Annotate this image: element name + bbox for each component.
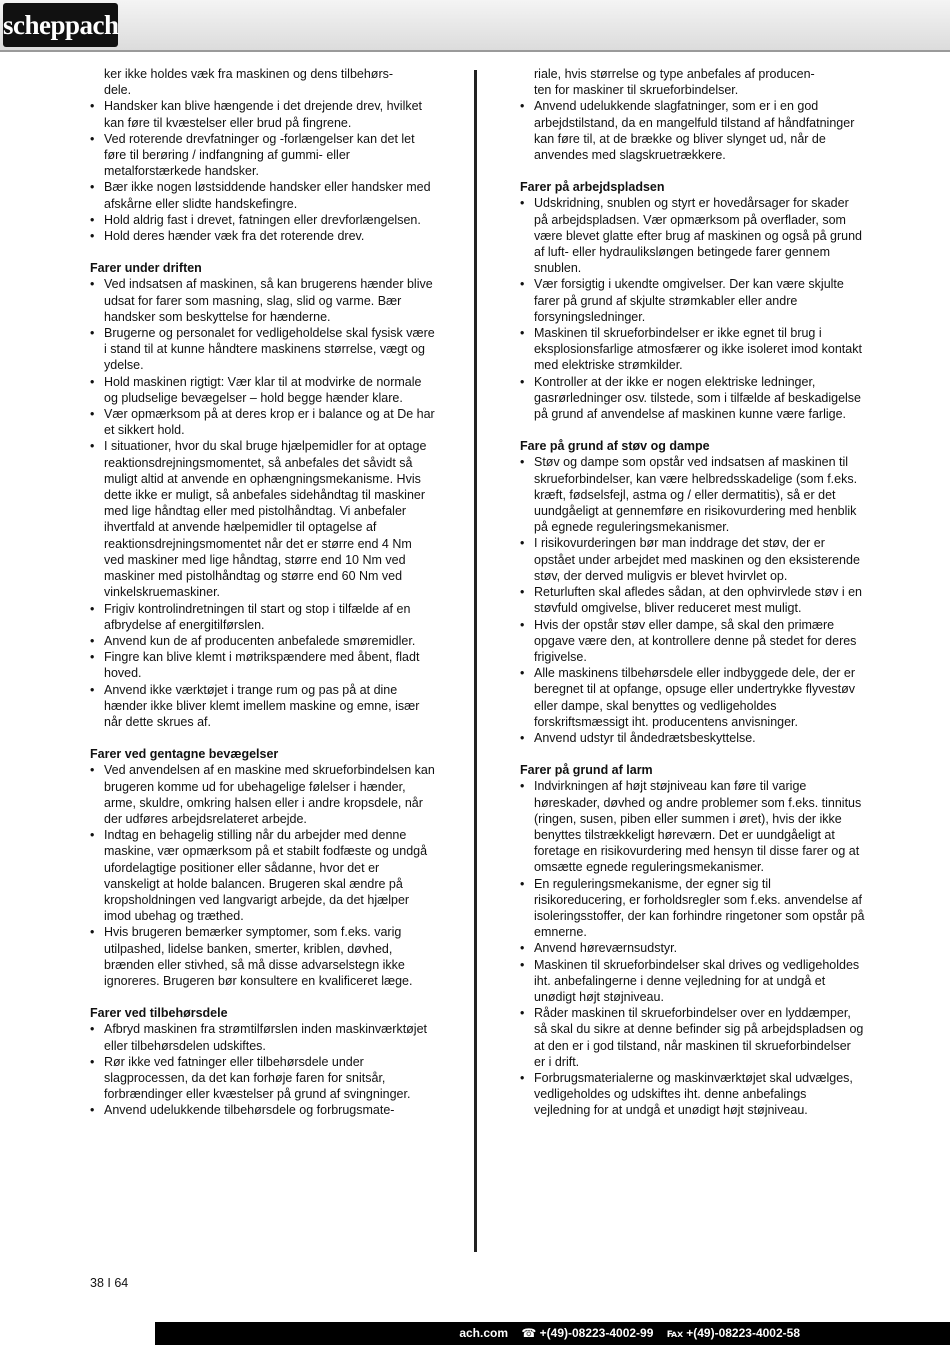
list-item: • Anvend kun de af producenten anbefalede smøremidler.	[90, 633, 435, 649]
footer-contacts	[449, 1322, 800, 1345]
list-item: • Ved indsatsen af maskinen, så kan brugerens hænder blive udsat for farer som masning, slag, slid og varme. Bær handsker som beskyttelse for hænderne.	[90, 276, 435, 325]
fax-number: ℻ +(49)-08223-4002-58	[666, 1326, 800, 1340]
list-item: • Ved anvendelsen af en maskine med skrueforbindelsen kan brugeren komme ud for ubehagelige følelser i hænder, arme, skuldre, omkring halsen eller i andre kropsdele, når der udføres arbejdsrelateret arbejde.	[90, 762, 435, 827]
continued-text: ker ikke holdes væk fra maskinen og dens tilbehørs- dele.	[104, 67, 394, 98]
list-item: • Indvirkningen af højt støjniveau kan føre til varige høreskader, døvhed og andre problemer som f.eks. tinnitus (ringen, susen, piben eller summen i øret), hvis der ikke benyttes tilstrækkeligt høreværn. Det er uundgåeligt at foretage en risikovurdering med hensyn til disse farer og at omsætte egnede reguleringsmekanismer.	[520, 778, 865, 875]
list-item: • I risikovurderingen bør man inddrage det støv, der er opstået under arbejdet med maskinen og den eksisterende støv, der derved muligvis er blevet hvirvlet op.	[520, 535, 865, 584]
list-item: • Anvend ikke værktøjet i trange rum og pas på at dine hænder ikke bliver klemt imellem maskine og emne, især når dette skrues af.	[90, 682, 435, 731]
section-heading: Farer på arbejdspladsen	[520, 180, 665, 195]
page-footer	[0, 1322, 950, 1345]
right-column	[520, 66, 865, 1119]
section-list	[90, 762, 435, 989]
list-item: • En reguleringsmekanisme, der egner sig til risikoreducering, er forholdsregler som f.eks. anvendelse af isoleringsstoffer, der kan forhindre ringetoner som opstår på emnerne.	[520, 876, 865, 941]
list-item: • Alle maskinens tilbehørsdele eller indbyggede dele, der er beregnet til at opfange, opsuge eller undertrykke flyvestøv eller dampe, skal benyttes og vedligeholdes forskriftsmæssigt iht. producentens anvisninger.	[520, 665, 865, 730]
section-list	[90, 1021, 435, 1118]
list-item: • Anvend udelukkende tilbehørsdele og forbrugsmate-	[90, 1102, 435, 1118]
list-item: • Maskinen til skrueforbindelser skal drives og vedligeholdes iht. anbefalingerne i denne vejledning for at undgå et unødigt højt støjniveau.	[520, 957, 865, 1006]
section-heading: Farer ved gentagne bevægelser	[90, 747, 279, 762]
section-heading: Fare på grund af støv og dampe	[520, 439, 710, 454]
list-item: • Udskridning, snublen og styrt er hovedårsager for skader på arbejdspladsen. Vær opmærksom på overflader, som være blevet glatte efter brug af maskinen og også på grund af luft- eller hydrauliksløngen betingede farer gennem snublen.	[520, 195, 865, 276]
list-item: • Forbrugsmaterialerne og maskinværktøjet skal udvælges, vedligeholdes og udskiftes iht. denne anbefalings vejledning for at undgå et unødigt højt støjniveau.	[520, 1070, 865, 1119]
list-item: • Vær opmærksom på at deres krop er i balance og at De har et sikkert hold.	[90, 406, 435, 438]
column-divider	[474, 70, 477, 1252]
page-header	[0, 0, 950, 52]
continued-text: riale, hvis størrelse og type anbefales af producen- ten for maskiner til skrueforbindelser.	[534, 67, 815, 98]
list-item: • Vær forsigtig i ukendte omgivelser. Der kan være skjulte farer på grund af skjulte strømkabler eller andre forsyningsledninger.	[520, 276, 865, 325]
section-list	[520, 195, 865, 422]
list-item: • Bær ikke nogen løstsiddende handsker eller handsker med afskårne eller slidte handskefingre.	[90, 179, 435, 211]
list-item: • I situationer, hvor du skal bruge hjælpemidler for at optage reaktionsdrejningsmomentet, så anbefales det såvidt så muligt altid at anvende en ophængningsmekanisme. Hvis dette ikke er muligt, så anbefales sidehåndtag til maskiner med lige håndtag eller med pistolhåndtag. Vi anbefaler ihvertfald at anvende hælpemidler til optagelse af reaktionsdrejningsmomentet når det er større end 4 Nm ved maskiner med lige håndtag, større end 10 Nm ved maskiner med pistolhåndtag og større end 60 Nm ved vinkelskruemaskiner.	[90, 438, 435, 600]
list-item: • Returluften skal afledes sådan, at den ophvirvlede støv i en støvfuld omgivelse, bliver reduceret mest muligt.	[520, 584, 865, 616]
list-item: • Anvend høreværnsudstyr.	[520, 940, 865, 956]
list-item: • Frigiv kontrolindretningen til start og stop i tilfælde af en afbrydelse af energitilførslen.	[90, 601, 435, 633]
list-item: • Maskinen til skrueforbindelser er ikke egnet til brug i eksplosionsfarlige atmosfærer og ikke isoleret imod kontakt med elektriske strømkilder.	[520, 325, 865, 374]
list-item: • Anvend udelukkende slagfatninger, som er i en god arbejdstilstand, da en mangelfuld tilstand af håndfatninger kan føre til, at de brække og bliver slynget ud, når de anvendes med slagskruetrækkere.	[520, 98, 865, 163]
list-item: • Rør ikke ved fatninger eller tilbehørsdele under slagprocessen, da det kan forhøje faren for snitsår, forbrændinger eller kvæstelser på grund af svingninger.	[90, 1054, 435, 1103]
list-item: • Hold aldrig fast i drevet, fatningen eller drevforlængelsen.	[90, 212, 435, 228]
phone-number: ☎ +(49)-08223-4002-99	[521, 1326, 654, 1340]
list-item: • Hvis der opstår støv eller dampe, så skal den primære opgave være den, at kontrollere denne på stedet for deres frigivelse.	[520, 617, 865, 666]
list-item: • Indtag en behagelig stilling når du arbejder med denne maskine, vær opmærksom på et stabilt fodfæste og undgå ufordelagtige positioner eller sådanne, hvor det er vanskeligt at holde balancen. Brugeren skal ændre på kropsholdningen ved langvarigt arbejde, da det hjælper imod ubehag og træthed.	[90, 827, 435, 924]
page-number: 38 I 64	[90, 1276, 129, 1290]
list-item: • Fingre kan blive klemt i møtrikspændere med åbent, fladt hoved.	[90, 649, 435, 681]
list-item: • Anvend udstyr til åndedrætsbeskyttelse.	[520, 730, 865, 746]
list-item: • Brugerne og personalet for vedligeholdelse skal fysisk være i stand til at kunne håndtere maskinens størrelse, vægt og ydelse.	[90, 325, 435, 374]
list-item: • Afbryd maskinen fra strømtilførslen inden maskinværktøjet eller tilbehørsdelen udskiftes.	[90, 1021, 435, 1053]
list-item: • Kontroller at der ikke er nogen elektriske ledninger, gasrørledninger osv. tilstede, som i tilfælde af beskadigelse på grund af anvendelse af maskinen kunne være farlige.	[520, 374, 865, 423]
list-item: • Råder maskinen til skrueforbindelser over en lyddæmper, så skal du sikre at denne befinder sig på arbejdspladsen og at den er i god tilstand, når maskinen til skrueforbindelser er i drift.	[520, 1005, 865, 1070]
left-column	[90, 66, 435, 1119]
list-item: • Støv og dampe som opstår ved indsatsen af maskinen til skrueforbindelser, kan være helbredsskadelige (som f.eks. kræft, fødselsfejl, astma og / eller dermatitis), så er det uundgåeligt at gennemføre en risikovurdering med henblik på egnede reguleringsmekanismer.	[520, 454, 865, 535]
footer-blank	[0, 1322, 155, 1345]
list-item: • Hold deres hænder væk fra det roterende drev.	[90, 228, 435, 244]
list-item: • Ved roterende drevfatninger og -forlængelser kan det let føre til berøring / indfangning af gummi- eller metalforstærkede handsker.	[90, 131, 435, 180]
section-heading: Farer under driften	[90, 261, 202, 276]
section-heading: Farer på grund af larm	[520, 763, 653, 778]
list-item: • Handsker kan blive hængende i det drejende drev, hvilket kan føre til kvæstelser eller brud på fingrene.	[90, 98, 435, 130]
list-item: • Hold maskinen rigtigt: Vær klar til at modvirke de normale og pludselige bevægelser – hold begge hænder klare.	[90, 374, 435, 406]
website-link[interactable]: ach.com	[459, 1326, 509, 1340]
section-list	[520, 778, 865, 1118]
intro-list	[520, 98, 865, 163]
brand-logo: scheppach	[3, 3, 118, 47]
section-heading: Farer ved tilbehørsdele	[90, 1006, 228, 1021]
section-list	[520, 454, 865, 746]
intro-list	[90, 98, 435, 244]
section-list	[90, 276, 435, 730]
list-item: • Hvis brugeren bemærker symptomer, som f.eks. varig utilpashed, lidelse banken, smerter, kriblen, døvhed, brænden eller stivhed, så må disse advarselstegn ikke ignoreres. Brugeren bør konsultere en kvalificeret læge.	[90, 924, 435, 989]
